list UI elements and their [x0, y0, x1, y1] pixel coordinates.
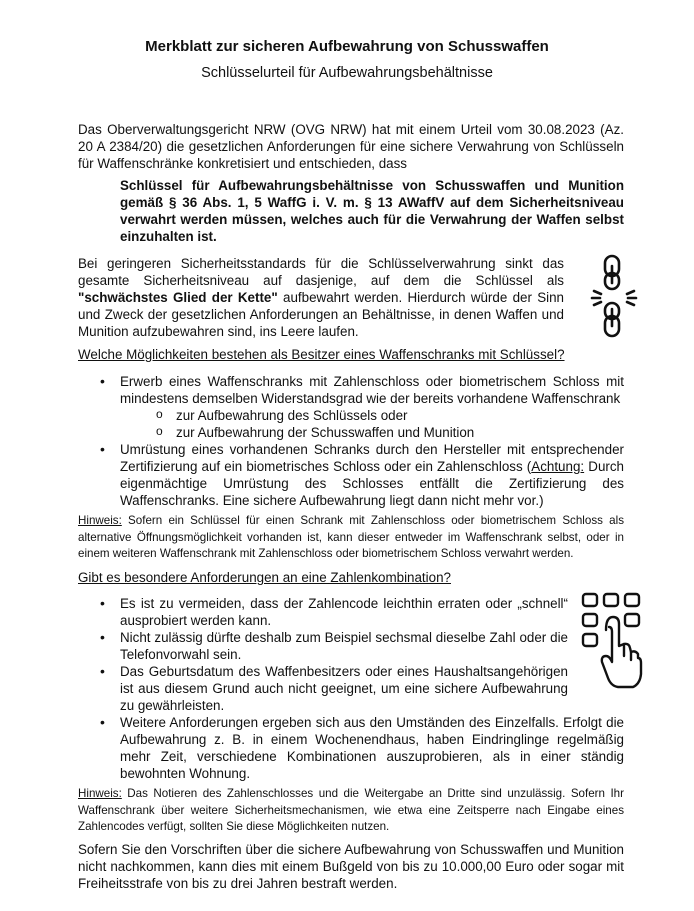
- question-number-combination: Gibt es besondere Anforderungen an eine Zahlenkombination?: [78, 570, 451, 585]
- hint-text: Das Notieren des Zahlenschlosses und die Weitergabe an Dritte sind unzulässig. Sofern Ihr Waffenschrank über weitere Sicherheitsmechanismen, wie etwa eine Zeitsperre nach Eingabe eines Zahlencodes verfügt, sollten Sie diese Möglichkeiten nutzen.: [78, 787, 624, 833]
- court-ruling-statement: Schlüssel für Aufbewahrungsbehältnisse von Schusswaffen und Munition gemäß § 36 Abs. 1, 5 WaffG i. V. m. § 13 AWaffV auf dem Sicherheitsniveau verwahrt werden müssen, welches auch für die Verwahrung der Waffen selbst einzuhalten ist.: [120, 178, 624, 244]
- list-item: [78, 373, 624, 441]
- option-retrofit-after: Durch eigenmächtige Umrüstung des Schlosses entfällt die Zertifizierung des Waffenschranks. Eine sichere Aufbewahrung liegt dann nicht mehr vor.): [120, 459, 624, 508]
- sub-list: [120, 407, 624, 441]
- weakest-link-emphasis: "schwächstes Glied der Kette": [78, 290, 278, 305]
- weak-link-text-after: aufbewahrt werden. Hierdurch würde der Sinn und Zweck der gesetzlichen Anforderungen an Behältnisse, in denen Waffen und Munition aufzubewahren sind, ins Leere laufen.: [78, 290, 565, 339]
- list-item: • Das Geburtsdatum des Waffenbesitzers oder eines Haushaltsangehörigen ist aus diesem Grund auch nicht geeignet, um eine sichere Aufbewahrung zu gewährleisten.: [78, 663, 568, 714]
- option-new-safe: Erwerb eines Waffenschranks mit Zahlenschloss oder biometrischem Schloss mit mindestens demselben Widerstandsgrad wie der bereits vorhandene Waffenschrank: [120, 374, 624, 406]
- list-item: [78, 441, 624, 509]
- keypad-hand-icon: [580, 590, 644, 692]
- weak-link-paragraph: [78, 255, 564, 340]
- option-retrofit-before: Umrüstung eines vorhandenen Schranks durch den Hersteller mit entsprechender Zertifizierung auf ein biometrisches Schloss oder ein Zahlenschloss (: [120, 442, 624, 474]
- list-item: • Weitere Anforderungen ergeben sich aus den Umständen des Einzelfalls. Erfolgt die Aufbewahrung z. B. in einem Wochenendhaus, haben Eindringlinge regelmäßig mehr Zeit, verschiedene Kombinationen auszuprobieren, als in einer ständig bewohnten Wohnung.: [78, 714, 624, 782]
- list-item: o zur Aufbewahrung des Schlüssels oder: [120, 407, 624, 424]
- hint-key-storage: [78, 513, 624, 563]
- caution-label: Achtung:: [531, 459, 585, 474]
- list-item: • Nicht zulässig dürfte deshalb zum Beispiel sechsmal dieselbe Zahl oder die Telefonvorwahl sein.: [78, 629, 568, 663]
- weak-link-text-before: Bei geringeren Sicherheitsstandards für die Schlüsselverwahrung sinkt das gesamte Sicherheitsniveau auf dasjenige, auf dem die Schlüssel als: [78, 256, 564, 288]
- hint-text: Sofern ein Schlüssel für einen Schrank mit Zahlenschloss oder biometrischem Schloss als alternative Öffnungsmöglichkeit vorhanden ist, kann dieser entweder im Waffenschrank selbst, oder in einem weiteren Waffenschrank mit Zahlenschloss oder biometrischem Schloss verwahrt werden.: [78, 514, 624, 560]
- hint-combination: [78, 786, 624, 836]
- list-item: • Es ist zu vermeiden, dass der Zahlencode leichthin erraten oder „schnell“ ausprobiert werden kann.: [78, 595, 568, 629]
- intro-paragraph: Das Oberverwaltungsgericht NRW (OVG NRW) hat mit einem Urteil vom 30.08.2023 (Az. 20 A 2384/20) die gesetzlichen Anforderungen für eine sichere Verwahrung von Schlüsseln für Waffenschränke konkretisiert und entschieden, dass: [78, 122, 624, 171]
- penalty-paragraph: Sofern Sie den Vorschriften über die sichere Aufbewahrung von Schusswaffen und Munition nicht nachkommen, kann dies mit einem Bußgeld von bis zu 10.000,00 Euro oder sogar mit Freiheitsstrafe von bis zu drei Jahren bestraft werden.: [78, 842, 624, 891]
- list-item: o zur Aufbewahrung der Schusswaffen und Munition: [120, 424, 624, 441]
- combination-requirements-list: [78, 595, 624, 782]
- question-key-options: Welche Möglichkeiten bestehen als Besitzer eines Waffenschranks mit Schlüssel?: [78, 347, 565, 362]
- document-subtitle: Schlüsselurteil für Aufbewahrungsbehältnisse: [201, 65, 493, 81]
- broken-chain-icon: [590, 253, 638, 339]
- key-options-list: [78, 373, 624, 509]
- hint-label: Hinweis:: [78, 787, 122, 800]
- hint-label: Hinweis:: [78, 514, 122, 527]
- document-title: Merkblatt zur sicheren Aufbewahrung von Schusswaffen: [145, 38, 549, 55]
